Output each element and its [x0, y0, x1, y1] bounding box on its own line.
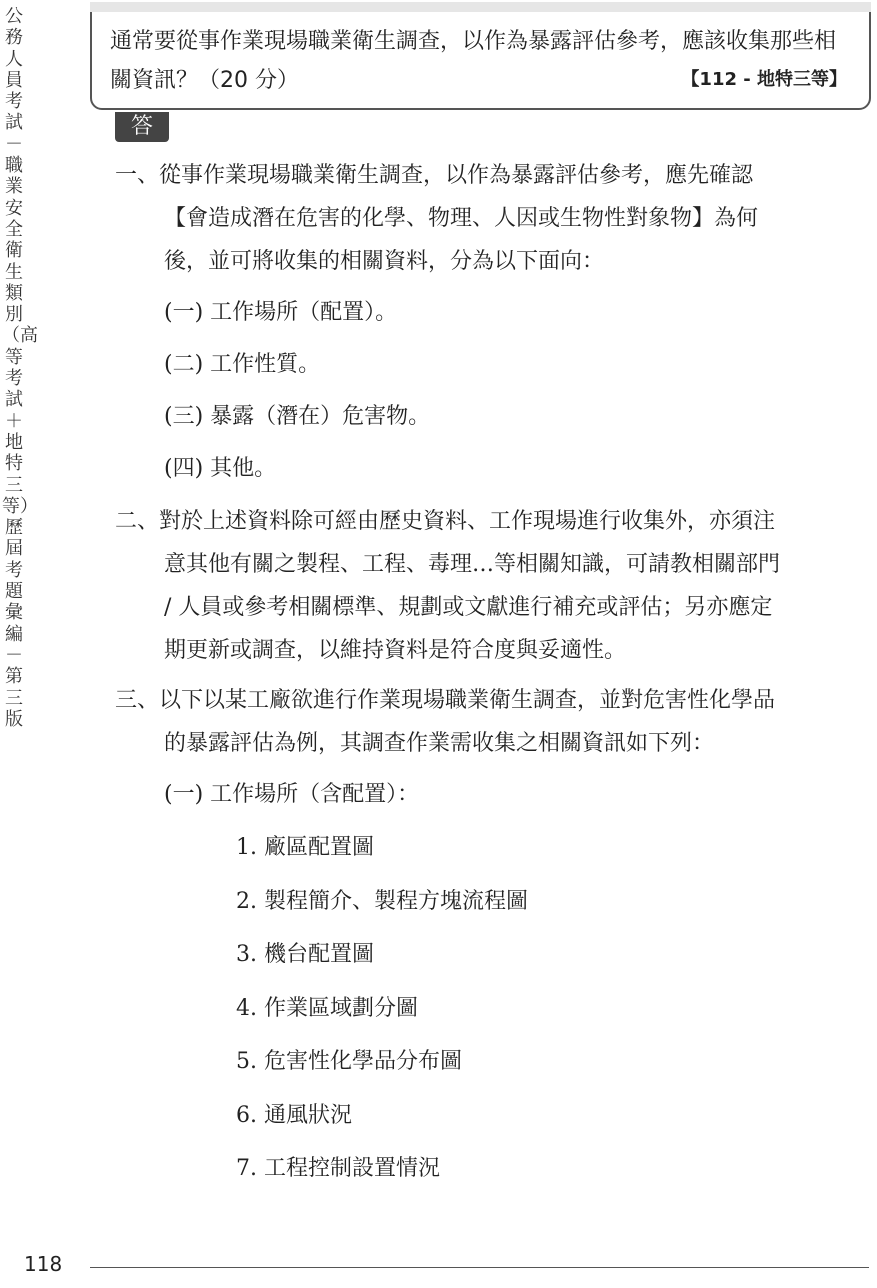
section3-line-1: 三、以下以某工廠欲進行作業現場職業衛生調查，並對危害性化學品	[115, 688, 776, 713]
section2-line-4: 期更新或調查，以維持資料是符合度與妥適性。	[164, 638, 627, 663]
question-source: 【112 - 地特三等】	[681, 69, 847, 90]
section3-line-2: 的暴露評估為例，其調查作業需收集之相關資訊如下列：	[164, 731, 715, 756]
list-item: 1. 廠區配置圖	[236, 835, 374, 860]
list-item: 2. 製程簡介、製程方塊流程圖	[236, 889, 528, 914]
section2-line-3: / 人員或參考相關標準、規劃或文獻進行補充或評估；另亦應定	[164, 595, 773, 620]
running-header-vertical: 公務人員考試－職業安全衛生類別（高等考試＋地特三等）歷屆考題彙編－第三版	[2, 6, 38, 730]
section1-item-3: (三) 暴露（潛在）危害物。	[164, 404, 431, 429]
list-item: 5. 危害性化學品分布圖	[236, 1049, 462, 1074]
list-item: 6. 通風狀況	[236, 1103, 352, 1128]
section1-item-4: (四) 其他。	[164, 456, 277, 481]
section1-line-3: 後，並可將收集的相關資料，分為以下面向：	[164, 249, 605, 274]
answer-badge: 答	[115, 112, 169, 142]
question-box	[90, 8, 871, 110]
section1-item-1: (一) 工作場所（配置）。	[164, 300, 398, 325]
list-item: 3. 機台配置圖	[236, 942, 374, 967]
section1-item-2: (二) 工作性質。	[164, 352, 321, 377]
question-text: 通常要從事作業現場職業衛生調查，以作為暴露評估參考，應該收集那些相關資訊？（20 分）	[110, 29, 837, 93]
section1-line-1: 一、從事作業現場職業衛生調查，以作為暴露評估參考，應先確認	[115, 163, 754, 188]
section1-line-2: 【會造成潛在危害的化學、物理、人因或生物性對象物】為何	[164, 206, 759, 231]
section2-line-1: 二、對於上述資料除可經由歷史資料、工作現場進行收集外，亦須注	[115, 509, 776, 534]
list-item: 7. 工程控制設置情況	[236, 1156, 440, 1181]
list-item: 4. 作業區域劃分圖	[236, 996, 418, 1021]
page-number: 118	[24, 1252, 63, 1276]
section2-line-2: 意其他有關之製程、工程、毒理…等相關知識，可請教相關部門	[164, 552, 781, 577]
section3-subheading: (一) 工作場所（含配置）：	[164, 782, 420, 807]
footer-rule	[90, 1267, 869, 1268]
